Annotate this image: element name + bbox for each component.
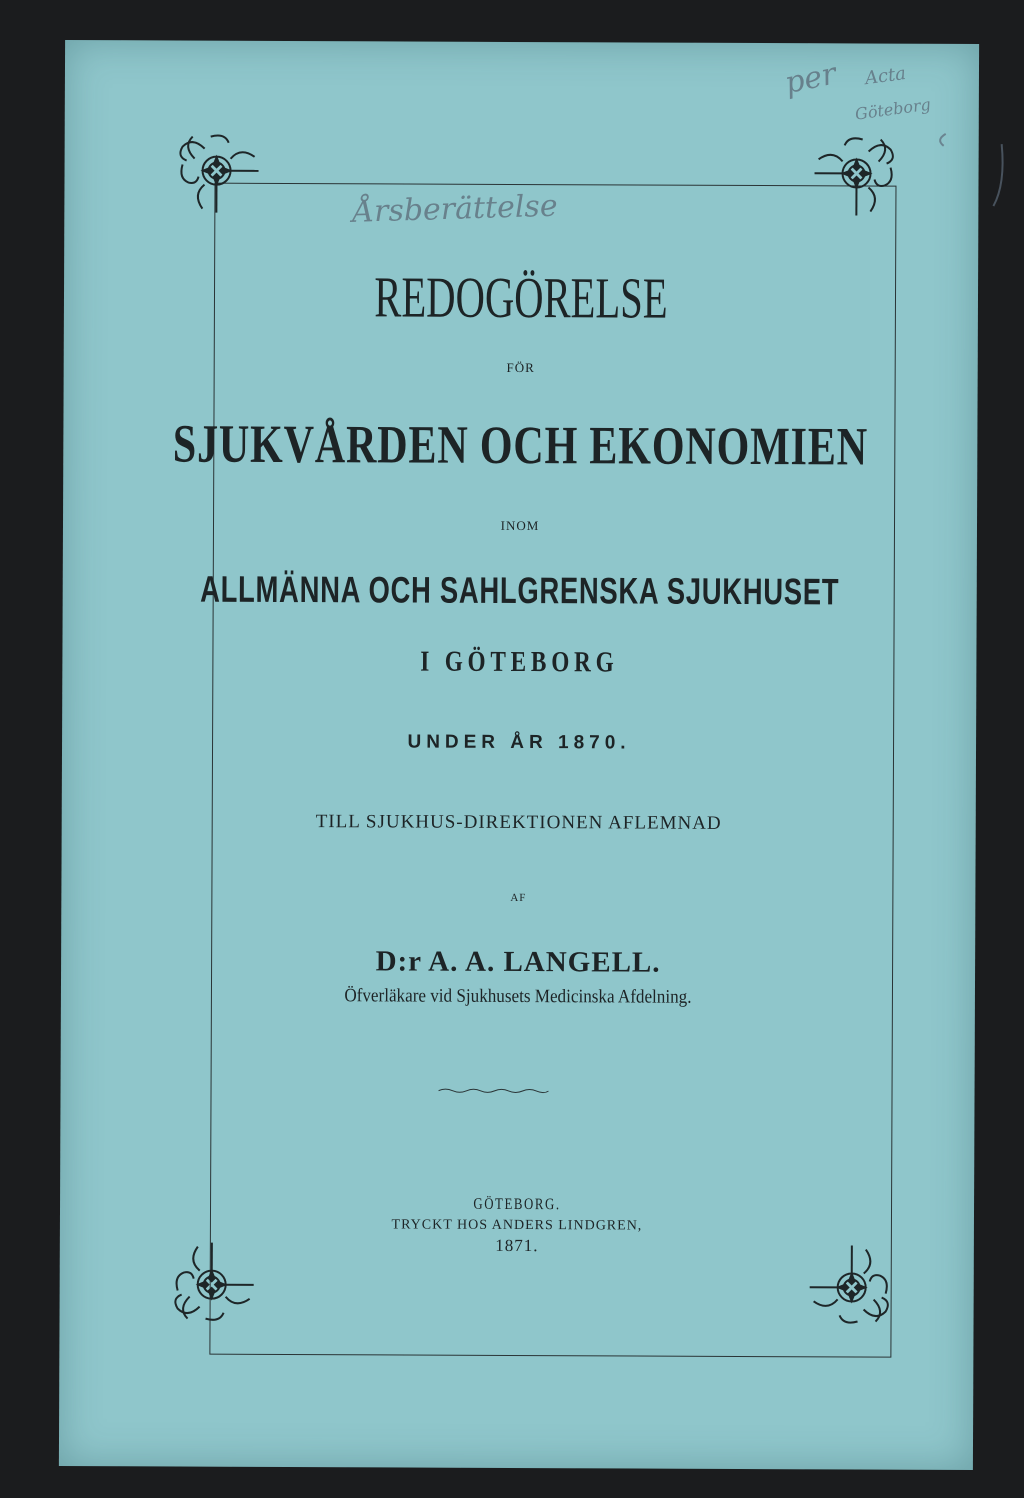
author-role: Öfverläkare vid Sjukhusets Medicinska Afdelning. bbox=[344, 985, 692, 1008]
handwritten-bracket bbox=[931, 74, 1012, 214]
handwritten-shelf-ref: per bbox=[781, 56, 840, 102]
pamphlet-cover bbox=[59, 40, 979, 1470]
author-name: D:r A. A. LANGELL. bbox=[375, 945, 661, 979]
imprint-city: GÖTEBORG. bbox=[473, 1195, 561, 1214]
imprint-printer: TRYCKT HOS ANDERS LINDGREN, bbox=[391, 1217, 643, 1234]
hospital-name: ALLMÄNNA OCH SAHLGRENSKA SJUKHUSET bbox=[200, 568, 840, 613]
fleur-de-lis-scroll-icon bbox=[812, 131, 898, 217]
imprint-year: 1871. bbox=[495, 1235, 539, 1256]
fleur-de-lis-scroll-icon bbox=[174, 128, 260, 214]
handwritten-series-line2: Göteborg bbox=[853, 94, 932, 124]
connector-for: FÖR bbox=[506, 359, 535, 376]
connector-inom: INOM bbox=[500, 517, 540, 534]
connector-af: AF bbox=[510, 891, 527, 905]
cover-subject: SJUKVÅRDEN OCH EKONOMIEN bbox=[172, 413, 868, 477]
decorative-wavy-rule bbox=[439, 1088, 549, 1094]
handwritten-series-line1: Acta bbox=[863, 62, 908, 90]
cover-title: REDOGÖRELSE bbox=[374, 264, 668, 331]
submission-line: TILL SJUKHUS-DIREKTIONEN AFLEMNAD bbox=[315, 811, 722, 834]
city-line: I GÖTEBORG bbox=[420, 645, 619, 679]
handwritten-title-note: Årsberättelse bbox=[351, 188, 559, 230]
year-line: UNDER ÅR 1870. bbox=[407, 731, 631, 754]
